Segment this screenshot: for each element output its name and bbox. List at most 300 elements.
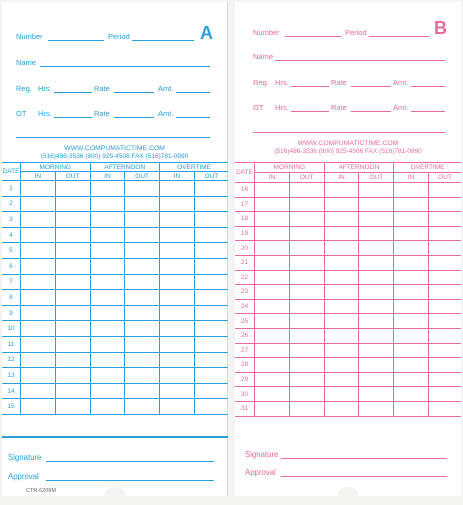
reg-label: Reg. [253, 78, 269, 87]
overtime-out-cell[interactable] [194, 274, 228, 290]
signature-label: Signature [8, 453, 42, 462]
reg-amt-field[interactable] [411, 86, 445, 87]
afternoon-out-cell[interactable] [125, 274, 160, 290]
overtime-in-cell[interactable] [394, 183, 429, 198]
afternoon-in-cell[interactable] [324, 270, 359, 285]
reg-hrs-field[interactable] [54, 92, 92, 93]
morning-in-cell[interactable] [20, 352, 55, 368]
morning-out-cell[interactable] [55, 305, 90, 321]
morning-out-cell[interactable] [55, 290, 90, 306]
overtime-in-cell[interactable] [394, 328, 429, 343]
overtime-out-cell[interactable] [428, 314, 461, 329]
morning-out-cell[interactable] [289, 241, 324, 256]
reg-amt-label: Amt. [393, 78, 409, 87]
afternoon-out-cell[interactable] [125, 243, 160, 259]
afternoon-in-cell[interactable] [324, 401, 359, 416]
overtime-in-cell[interactable] [394, 314, 429, 329]
day-number: 9 [2, 305, 20, 321]
morning-out-cell[interactable] [55, 243, 90, 259]
reg-amt-label: Amt. [158, 84, 174, 93]
day-row [235, 343, 461, 358]
day-row [2, 258, 228, 274]
day-row [2, 243, 228, 259]
morning-in-cell[interactable] [255, 387, 290, 402]
afternoon-out-cell[interactable] [359, 255, 394, 270]
afternoon-in-cell[interactable] [90, 321, 125, 337]
overtime-in-cell[interactable] [160, 227, 195, 243]
blank-line[interactable] [253, 132, 445, 133]
signature-field[interactable] [281, 458, 447, 459]
day-row [2, 290, 228, 306]
overtime-out-cell[interactable] [428, 197, 461, 212]
afternoon-in-cell[interactable] [324, 183, 359, 198]
ot-hrs-label: Hrs. [38, 109, 52, 118]
day-number: 4 [2, 227, 20, 243]
ot-amt-field[interactable] [411, 111, 445, 112]
morning-out-cell[interactable] [289, 285, 324, 300]
day-number: 6 [2, 258, 20, 274]
day-number: 19 [235, 226, 255, 241]
ot-rate-field[interactable] [351, 111, 391, 112]
afternoon-in-cell[interactable] [90, 196, 125, 212]
morning-in-cell[interactable] [255, 226, 290, 241]
day-number: 26 [235, 328, 255, 343]
day-row [235, 401, 461, 416]
afternoon-out-cell[interactable] [125, 399, 160, 415]
morning-in-cell[interactable] [255, 299, 290, 314]
morning-out-cell[interactable] [289, 314, 324, 329]
day-number: 27 [235, 343, 255, 358]
afternoon-out-cell[interactable] [359, 270, 394, 285]
morning-in-cell[interactable] [20, 290, 55, 306]
morning-in-cell[interactable] [255, 328, 290, 343]
afternoon-out-cell[interactable] [359, 401, 394, 416]
ot-rate-label: Rate [331, 103, 347, 112]
afternoon-in-cell[interactable] [90, 383, 125, 399]
number-field[interactable] [285, 36, 341, 37]
day-row [2, 181, 228, 197]
ot-label: OT [16, 109, 27, 118]
day-number: 13 [2, 368, 20, 384]
ot-label: OT [253, 103, 264, 112]
afternoon-out-cell[interactable] [125, 383, 160, 399]
afternoon-header: AFTERNOON [324, 163, 394, 173]
afternoon-out-cell[interactable] [359, 372, 394, 387]
overtime-out-cell[interactable] [194, 383, 228, 399]
morning-in-cell[interactable] [255, 197, 290, 212]
afternoon-in-cell[interactable] [90, 258, 125, 274]
reg-hrs-field[interactable] [291, 86, 329, 87]
overtime-in-cell[interactable] [394, 358, 429, 373]
morning-out-cell[interactable] [289, 358, 324, 373]
afternoon-out-cell[interactable] [125, 258, 160, 274]
overtime-out-cell[interactable] [194, 290, 228, 306]
name-label: Name [16, 58, 37, 67]
morning-in-cell[interactable] [20, 181, 55, 197]
overtime-in-cell[interactable] [394, 401, 429, 416]
day-row [235, 241, 461, 256]
number-label: Number [253, 28, 280, 37]
time-grid-b [235, 162, 461, 417]
overtime-in-cell[interactable] [394, 343, 429, 358]
card-notch [337, 487, 359, 505]
overtime-out-cell[interactable] [428, 372, 461, 387]
day-number: 18 [235, 212, 255, 227]
morning-in-cell[interactable] [20, 305, 55, 321]
overtime-in-cell[interactable] [394, 226, 429, 241]
ot-rate-label: Rate [94, 109, 110, 118]
day-row [235, 183, 461, 198]
morning-header: MORNING [20, 163, 90, 172]
overtime-in-cell[interactable] [394, 299, 429, 314]
morning-out-cell[interactable] [55, 212, 90, 228]
morning-in-cell[interactable] [255, 241, 290, 256]
day-number: 12 [2, 352, 20, 368]
morning-out-cell[interactable] [289, 197, 324, 212]
morning-out-cell[interactable] [289, 343, 324, 358]
period-label: Period [108, 32, 130, 41]
name-field[interactable] [40, 66, 210, 67]
afternoon-in-cell[interactable] [324, 328, 359, 343]
afternoon-out-cell[interactable] [125, 305, 160, 321]
day-row [2, 227, 228, 243]
morning-out-cell[interactable] [55, 181, 90, 197]
time-card-a [2, 2, 228, 496]
morning-in-cell[interactable] [20, 274, 55, 290]
morning-in-cell[interactable] [255, 372, 290, 387]
overtime-out-cell[interactable] [194, 336, 228, 352]
morning-in-cell[interactable] [20, 321, 55, 337]
afternoon-in-cell[interactable] [90, 212, 125, 228]
ot-rate-field[interactable] [114, 117, 154, 118]
afternoon-out-cell[interactable] [125, 181, 160, 197]
morning-header: MORNING [255, 163, 325, 173]
overtime-out-header: OUT [428, 173, 461, 183]
overtime-out-header: OUT [194, 172, 228, 181]
morning-in-cell[interactable] [255, 401, 290, 416]
morning-in-cell[interactable] [255, 358, 290, 373]
morning-in-cell[interactable] [20, 368, 55, 384]
overtime-out-cell[interactable] [194, 368, 228, 384]
morning-out-cell[interactable] [289, 183, 324, 198]
afternoon-in-cell[interactable] [324, 255, 359, 270]
day-number: 21 [235, 255, 255, 270]
afternoon-in-cell[interactable] [90, 352, 125, 368]
period-field[interactable] [132, 40, 194, 41]
overtime-in-cell[interactable] [160, 352, 195, 368]
day-row [235, 314, 461, 329]
morning-in-cell[interactable] [20, 258, 55, 274]
morning-in-cell[interactable] [255, 314, 290, 329]
afternoon-in-header: IN [90, 172, 125, 181]
day-number: 11 [2, 336, 20, 352]
afternoon-in-cell[interactable] [324, 197, 359, 212]
morning-out-cell[interactable] [55, 368, 90, 384]
reg-rate-label: Rate [94, 84, 110, 93]
morning-in-cell[interactable] [20, 243, 55, 259]
overtime-out-cell[interactable] [428, 226, 461, 241]
overtime-out-cell[interactable] [194, 305, 228, 321]
afternoon-in-cell[interactable] [324, 343, 359, 358]
morning-out-cell[interactable] [55, 227, 90, 243]
overtime-header: OVERTIME [394, 163, 461, 173]
morning-out-cell[interactable] [289, 226, 324, 241]
overtime-in-cell[interactable] [160, 274, 195, 290]
phone-text: (516)486-3536 (800) 925-4506 FAX (516)781-0990 [274, 148, 422, 155]
day-number: 23 [235, 285, 255, 300]
reg-amt-field[interactable] [176, 92, 210, 93]
morning-out-cell[interactable] [289, 387, 324, 402]
afternoon-in-cell[interactable] [324, 285, 359, 300]
overtime-out-cell[interactable] [428, 343, 461, 358]
afternoon-out-cell[interactable] [125, 212, 160, 228]
day-row [235, 270, 461, 285]
time-grid-a [2, 162, 228, 415]
overtime-in-cell[interactable] [160, 399, 195, 415]
reg-rate-field[interactable] [114, 92, 154, 93]
morning-in-cell[interactable] [255, 212, 290, 227]
overtime-in-cell[interactable] [160, 290, 195, 306]
overtime-in-cell[interactable] [160, 305, 195, 321]
reg-rate-field[interactable] [351, 86, 391, 87]
afternoon-in-cell[interactable] [90, 290, 125, 306]
afternoon-out-cell[interactable] [359, 197, 394, 212]
day-row [235, 285, 461, 300]
day-row [235, 358, 461, 373]
overtime-in-cell[interactable] [394, 270, 429, 285]
day-number: 31 [235, 401, 255, 416]
morning-out-header: OUT [289, 173, 324, 183]
morning-out-cell[interactable] [55, 274, 90, 290]
afternoon-in-cell[interactable] [324, 241, 359, 256]
afternoon-in-cell[interactable] [324, 387, 359, 402]
afternoon-out-cell[interactable] [359, 358, 394, 373]
overtime-out-cell[interactable] [428, 401, 461, 416]
ot-amt-label: Amt. [393, 103, 409, 112]
morning-out-cell[interactable] [289, 212, 324, 227]
day-row [235, 372, 461, 387]
overtime-in-cell[interactable] [160, 258, 195, 274]
overtime-out-cell[interactable] [428, 241, 461, 256]
overtime-in-cell[interactable] [394, 212, 429, 227]
afternoon-in-cell[interactable] [324, 212, 359, 227]
day-row [2, 352, 228, 368]
approval-field[interactable] [46, 480, 214, 481]
blank-line[interactable] [16, 137, 210, 138]
morning-out-cell[interactable] [55, 336, 90, 352]
overtime-out-cell[interactable] [428, 183, 461, 198]
overtime-in-cell[interactable] [160, 212, 195, 228]
afternoon-out-cell[interactable] [125, 321, 160, 337]
day-row [235, 226, 461, 241]
approval-label: Approval [245, 468, 276, 477]
day-number: 5 [2, 243, 20, 259]
morning-in-cell[interactable] [255, 255, 290, 270]
day-number: 8 [2, 290, 20, 306]
overtime-out-cell[interactable] [194, 258, 228, 274]
morning-in-cell[interactable] [255, 183, 290, 198]
morning-in-cell[interactable] [255, 343, 290, 358]
ot-hrs-label: Hrs. [275, 103, 289, 112]
morning-out-cell[interactable] [55, 383, 90, 399]
overtime-out-cell[interactable] [194, 196, 228, 212]
morning-in-cell[interactable] [255, 285, 290, 300]
day-number: 22 [235, 270, 255, 285]
afternoon-out-cell[interactable] [359, 299, 394, 314]
overtime-out-cell[interactable] [194, 321, 228, 337]
overtime-out-cell[interactable] [428, 270, 461, 285]
day-number: 14 [2, 383, 20, 399]
overtime-out-cell[interactable] [428, 358, 461, 373]
approval-field[interactable] [281, 476, 447, 477]
day-number: 25 [235, 314, 255, 329]
afternoon-out-cell[interactable] [125, 336, 160, 352]
ot-amt-field[interactable] [176, 117, 210, 118]
morning-out-cell[interactable] [289, 299, 324, 314]
afternoon-out-cell[interactable] [125, 352, 160, 368]
day-number: 3 [2, 212, 20, 228]
website-text: WWW.COMPUMATICTIME.COM [64, 145, 165, 152]
morning-out-cell[interactable] [289, 401, 324, 416]
afternoon-in-cell[interactable] [90, 274, 125, 290]
afternoon-out-cell[interactable] [359, 226, 394, 241]
overtime-in-cell[interactable] [394, 255, 429, 270]
afternoon-out-cell[interactable] [359, 183, 394, 198]
form-code: CTR-6209M [26, 488, 56, 494]
afternoon-in-cell[interactable] [324, 299, 359, 314]
day-number: 30 [235, 387, 255, 402]
day-number: 7 [2, 274, 20, 290]
day-number: 20 [235, 241, 255, 256]
day-number: 24 [235, 299, 255, 314]
morning-in-cell[interactable] [20, 196, 55, 212]
overtime-out-cell[interactable] [428, 387, 461, 402]
morning-out-cell[interactable] [289, 270, 324, 285]
afternoon-in-cell[interactable] [324, 226, 359, 241]
ot-amt-label: Amt. [158, 109, 174, 118]
overtime-in-cell[interactable] [160, 383, 195, 399]
overtime-in-cell[interactable] [394, 387, 429, 402]
overtime-in-cell[interactable] [394, 197, 429, 212]
overtime-out-cell[interactable] [428, 299, 461, 314]
morning-out-cell[interactable] [55, 321, 90, 337]
overtime-in-header: IN [160, 172, 195, 181]
afternoon-in-cell[interactable] [90, 368, 125, 384]
afternoon-out-cell[interactable] [359, 343, 394, 358]
afternoon-in-cell[interactable] [90, 336, 125, 352]
afternoon-in-cell[interactable] [90, 181, 125, 197]
afternoon-out-cell[interactable] [359, 285, 394, 300]
card-letter: B [434, 18, 447, 38]
morning-in-cell[interactable] [20, 383, 55, 399]
afternoon-in-cell[interactable] [324, 314, 359, 329]
afternoon-out-cell[interactable] [125, 290, 160, 306]
morning-out-cell[interactable] [289, 255, 324, 270]
afternoon-in-cell[interactable] [324, 372, 359, 387]
afternoon-out-cell[interactable] [359, 328, 394, 343]
day-number: 15 [2, 399, 20, 415]
afternoon-out-cell[interactable] [125, 196, 160, 212]
afternoon-in-cell[interactable] [90, 305, 125, 321]
overtime-in-cell[interactable] [160, 243, 195, 259]
morning-out-cell[interactable] [55, 399, 90, 415]
overtime-out-cell[interactable] [428, 285, 461, 300]
overtime-in-cell[interactable] [394, 285, 429, 300]
afternoon-out-cell[interactable] [359, 241, 394, 256]
day-number: 2 [2, 196, 20, 212]
morning-out-cell[interactable] [55, 258, 90, 274]
morning-in-cell[interactable] [20, 227, 55, 243]
day-number: 1 [2, 181, 20, 197]
overtime-out-cell[interactable] [428, 212, 461, 227]
reg-hrs-label: Hrs. [275, 78, 289, 87]
afternoon-out-cell[interactable] [125, 227, 160, 243]
overtime-in-cell[interactable] [160, 181, 195, 197]
morning-in-cell[interactable] [20, 212, 55, 228]
ot-hrs-field[interactable] [54, 117, 92, 118]
overtime-out-cell[interactable] [194, 399, 228, 415]
overtime-out-cell[interactable] [428, 255, 461, 270]
overtime-in-cell[interactable] [160, 336, 195, 352]
afternoon-out-cell[interactable] [359, 212, 394, 227]
signature-field[interactable] [46, 461, 214, 462]
afternoon-in-cell[interactable] [324, 358, 359, 373]
day-row [235, 212, 461, 227]
overtime-out-cell[interactable] [194, 227, 228, 243]
number-field[interactable] [48, 40, 104, 41]
afternoon-out-cell[interactable] [125, 368, 160, 384]
morning-in-cell[interactable] [20, 399, 55, 415]
afternoon-in-header: IN [324, 173, 359, 183]
overtime-out-cell[interactable] [194, 352, 228, 368]
ot-hrs-field[interactable] [291, 111, 329, 112]
morning-in-cell[interactable] [255, 270, 290, 285]
overtime-out-cell[interactable] [194, 243, 228, 259]
grid-bottom-rule [2, 436, 228, 438]
period-field[interactable] [369, 36, 429, 37]
afternoon-in-cell[interactable] [90, 243, 125, 259]
overtime-in-cell[interactable] [394, 372, 429, 387]
overtime-out-cell[interactable] [428, 328, 461, 343]
morning-in-cell[interactable] [20, 336, 55, 352]
name-field[interactable] [275, 60, 445, 61]
overtime-out-cell[interactable] [194, 212, 228, 228]
morning-out-cell[interactable] [55, 352, 90, 368]
day-number: 16 [235, 183, 255, 198]
day-row [2, 196, 228, 212]
morning-out-cell[interactable] [289, 328, 324, 343]
overtime-header: OVERTIME [160, 163, 228, 172]
afternoon-out-cell[interactable] [359, 387, 394, 402]
date-header: DATE [235, 163, 255, 183]
name-label: Name [253, 52, 274, 61]
afternoon-in-cell[interactable] [90, 399, 125, 415]
overtime-in-cell[interactable] [160, 321, 195, 337]
overtime-in-cell[interactable] [160, 368, 195, 384]
day-row [235, 255, 461, 270]
morning-out-cell[interactable] [55, 196, 90, 212]
morning-out-cell[interactable] [289, 372, 324, 387]
afternoon-out-cell[interactable] [359, 314, 394, 329]
day-row [2, 368, 228, 384]
day-row [2, 212, 228, 228]
overtime-in-cell[interactable] [160, 196, 195, 212]
overtime-out-cell[interactable] [194, 181, 228, 197]
overtime-in-cell[interactable] [394, 241, 429, 256]
reg-hrs-label: Hrs. [38, 84, 52, 93]
card-notch [104, 487, 126, 505]
afternoon-in-cell[interactable] [90, 227, 125, 243]
